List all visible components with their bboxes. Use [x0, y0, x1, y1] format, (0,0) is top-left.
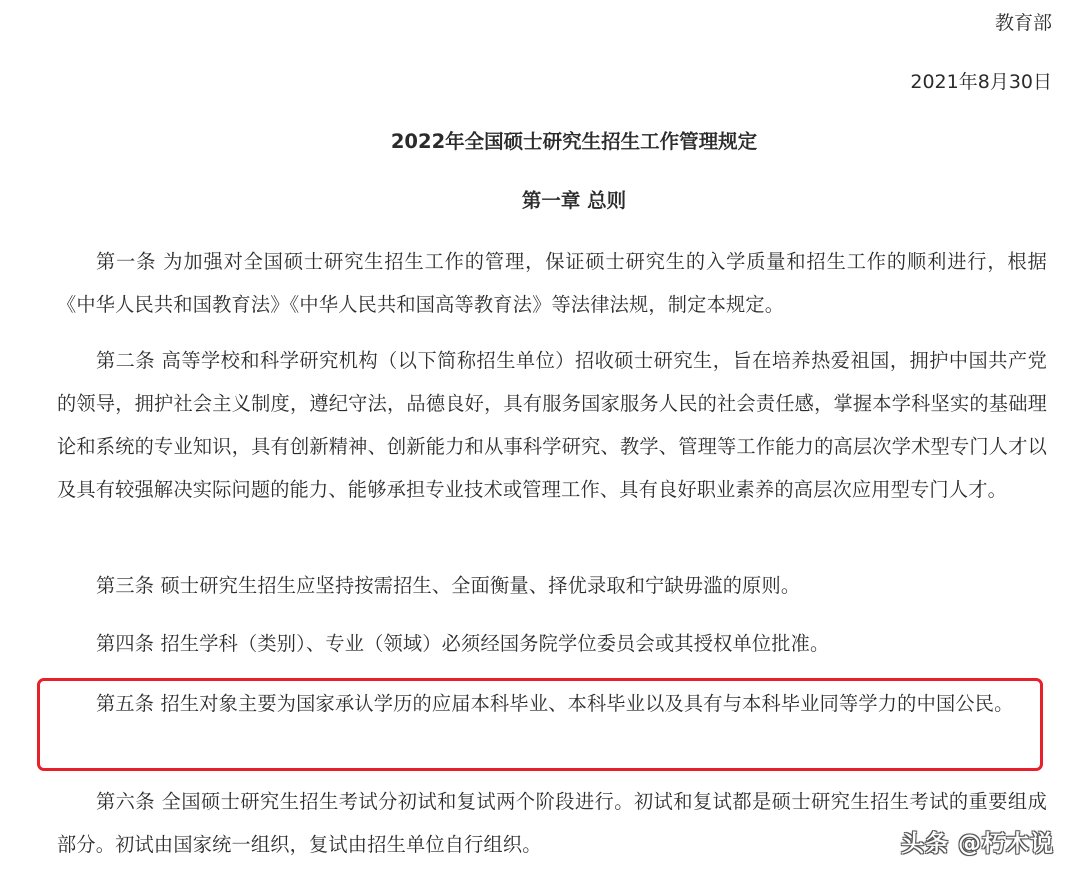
issue-date: 2021年8月30日 — [910, 71, 1052, 93]
chapter-heading: 第一章 总则 — [521, 189, 627, 212]
article-1: 第一条 为加强对全国硕士研究生招生工作的管理，保证硕士研究生的入学质量和招生工作的顺利进行，根据《中华人民共和国教育法》《中华人民共和国高等教育法》等法律法规，制定本规定。 — [57, 250, 1047, 316]
document-title: 2022年全国硕士研究生招生工作管理规定 — [390, 130, 758, 153]
article-6: 第六条 全国硕士研究生招生考试分初试和复试两个阶段进行。初试和复试都是硕士研究生招生考试的重要组成部分。初试由国家统一组织，复试由招生单位自行组织。 — [57, 790, 1047, 856]
article-5: 第五条 招生对象主要为国家承认学历的应届本科毕业、本科毕业以及具有与本科毕业同等学力的中国公民。 — [96, 692, 1014, 715]
article-2: 第二条 高等学校和科学研究机构（以下简称招生单位）招收硕士研究生，旨在培养热爱祖国，拥护中国共产党的领导，拥护社会主义制度，遵纪守法，品德良好，具有服务国家服务人民的社会责任感，掌握本学科坚实的基础理论和系统的专业知识，具有创新精神、创新能力和从事科学研究、教学、管理等工作能力的高层次学术型专门人才以及具有较强解决实际问题的能力、能够承担专业技术或管理工作、具有良好职业素养的高层次应用型专门人才。 — [57, 349, 1047, 501]
issuer: 教育部 — [994, 12, 1052, 34]
highlight-box — [37, 678, 1043, 771]
watermark: 头条 @朽木说 — [900, 831, 1054, 857]
article-4: 第四条 招生学科（类别）、专业（领域）必须经国务院学位委员会或其授权单位批准。 — [96, 632, 830, 655]
article-3: 第三条 硕士研究生招生应坚持按需招生、全面衡量、择优录取和宁缺毋滥的原则。 — [96, 574, 801, 597]
